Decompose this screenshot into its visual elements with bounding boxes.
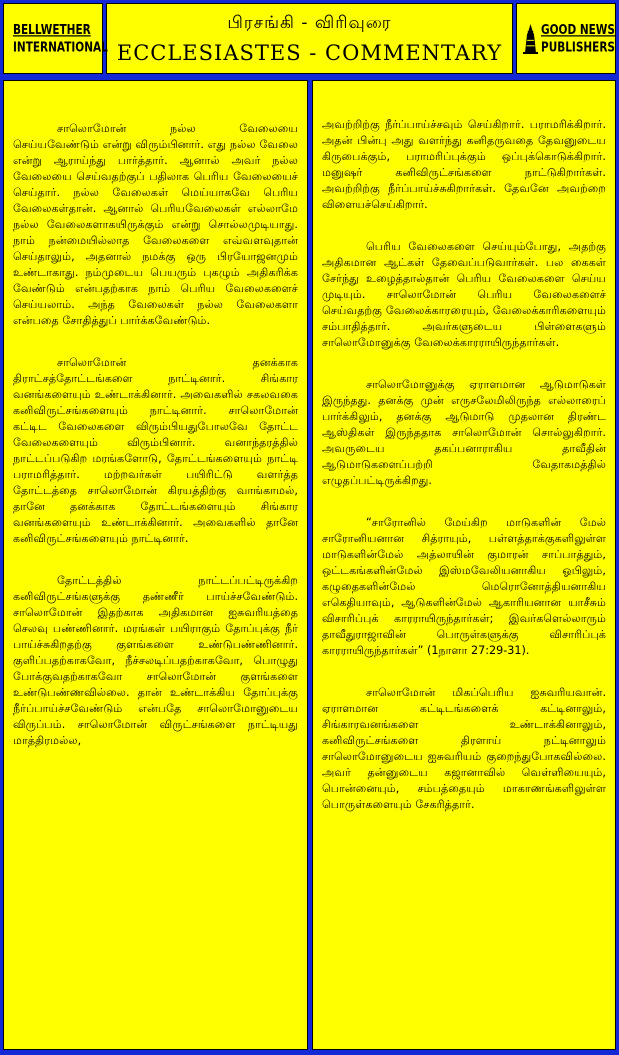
page-title-tamil: பிரசங்கி - விரிவுரை xyxy=(227,12,392,33)
left-column xyxy=(3,80,308,1050)
paragraph: தோட்டத்தில் நாட்டப்பட்டிருக்கிற கனிவிருட்சங்களுக்கு தண்ணீர் பாய்ச்சவேண்டும். சாலொமோன் இதற்காக அதிகமான ஐசுவரியத்தை செலவு பண்ணினார். மரங்கள் பயிராகும் தோப்புக்கு நீர் பாய்ச்சுகிறதற்கு குளங்களை உண்டுபண்ணினார். குளிப்பதற்காகவோ, நீச்சலடிப்பதற்காகவோ, பொழுது போக்குவதற்காகவோ சாலொமோன் குளங்களை உண்டுபண்ணவில்லை. தான் உண்டாக்கிய தோப்புக்கு நீர்ப்பாய்ச்சவேண்டும் என்பதே சாலொமோனுடைய விருப்பம். சாலொமோன் விருட்சங்களை நாட்டியது மாத்திரமல்ல, xyxy=(13,574,298,747)
title-box xyxy=(106,3,513,74)
paragraph: சாலொமோன் மிகப்பெரிய ஐசுவரியவான். ஏராளமான கட்டிடங்களைக் கட்டினாலும், சிங்காரவனங்களை உண்டாக்கினாலும், கனிவிருட்சங்களை திரளாய் நட்டினாலும் சாலொமோனுடைய ஐசுவரியம் குறைந்துபோகவில்லை. அவர் தன்னுடைய கஜானாவில் வெள்ளியையும், பொன்னையும், சம்பத்தையும் மாகாணங்களிலுள்ள பொருள்களையும் சேகரித்தார். xyxy=(322,686,606,811)
good-news-logo-line2: PUBLISHERS xyxy=(541,39,615,55)
bellwether-logo-line2: INTERNATIONAL xyxy=(13,39,108,55)
paragraph: “சாரோனில் மேய்கிற மாடுகளின் மேல் சாரோனியனான சித்ராயும், பள்ளத்தாக்குகளிலுள்ள மாடுகளின்மேல் அத்லாயின் குமாரன் சாப்பாத்தும், ஒட்டகங்களின்மேல் இஸ்மவேலியனாகிய ஓபிலும், கழுதைகளின்மேல் மெரொனோத்தியனாகிய எகெதியாவும், ஆடுகளின்மேல் ஆகாரியனான யாசீசும் விசாரிப்புக் காரராயிருந்தார்கள்; இவர்களெல்லாரும் தாவீதுராஜாவின் பொருள்களுக்கு விசாரிப்புக் காரராயிருந்தார்கள்” (1நாளா 27:29-31). xyxy=(322,516,606,657)
paragraph: சாலொமோனுக்கு ஏராளமான ஆடுமாடுகள் இருந்தது. தனக்கு முன் எருசலேமிலிருந்த எல்லாரைப் பார்க்கிலும், தனக்கு ஆடுமாடு முதலான திரண்ட ஆஸ்திகள் இருந்ததாக சாலொமோன் சொல்லுகிறார். அவருடைய தகப்பனாராகிய தாவீதின் ஆடுமாடுகளைப்பற்றி வேதாகமத்தில் எழுதப்பட்டிருக்கிறது. xyxy=(322,378,606,487)
page-title-english: ECCLESIASTES - COMMENTARY xyxy=(116,40,503,65)
bellwether-logo-line1: BELLWETHER xyxy=(13,22,91,38)
tower-icon xyxy=(523,17,538,61)
good-news-logo-line1: GOOD NEWS xyxy=(541,22,615,38)
right-column xyxy=(312,80,616,1050)
header-banner xyxy=(3,3,616,74)
paragraph: பெரிய வேலைகளை செய்யும்போது, அதற்கு அதிகமான ஆட்கள் தேவைப்படுவார்கள். பல கைகள் சேர்ந்து உழைத்தால்தான் பெரிய வேலைகளை செய்ய முடியும். சாலொமோன் பெரிய வேலைகளைச் செய்வதற்கு வேலைக்காரரையும், வேலைக்காரிகளையும் சம்பாதித்தார். அவர்களுடைய பிள்ளைகளும் சாலொமோனுக்கு வேலைக்காரராயிருந்தார்கள். xyxy=(322,240,606,349)
paragraph: அவற்றிற்கு நீர்ப்பாய்ச்சவும் செய்கிறார். பராமரிக்கிறார். அதன் பின்பு அது வளர்ந்து கனிதருவதை தேவனுடைய கிருபைக்கும், பராமரிப்புக்கும் ஒப்புக்கொடுக்கிறார். மனுஷர் கனிவிருட்சங்களை நாட்டுகிறார்கள். அவற்றிற்கு நீர்ப்பாய்ச்சுகிறார்கள். தேவனே அவற்றை விளையச்செய்கிறார். xyxy=(322,118,606,211)
paragraph: சாலொமோன் தனக்காக திராட்சத்தோட்டங்களை நாட்டினார். சிங்கார வனங்களையும் உண்டாக்கினார். அவைகளில் சகலவகை கனிவிருட்சங்களையும் நாட்டினார். சாலொமோன் கட்டிட வேலைகளை விரும்பியதுபோலவே தோட்ட வேலைகளையும் விரும்பினார். வனாந்தரத்தில் நாட்டப்படுகிற மரங்களோடு, தோட்டங்களையும் நாட்டி பராமரித்தார். மற்றவர்கள் பயிரிட்டு வளர்த்த தோட்டத்தை சாலொமோன் கிரயத்திற்கு வாங்காமல், தானே தனக்காக தோட்டங்களையும் சிங்கார வனங்களையும் உண்டாக்கினார். அவைகளில் தானே கனிவிருட்சங்களையும் நாட்டினார். xyxy=(13,356,298,545)
paragraph: சாலொமோன் நல்ல வேலையை செய்யவேண்டும் என்று விரும்பினார். எது நல்ல வேலை என்று ஆராய்ந்து பார்த்தார். ஆனால் அவர் நல்ல வேலையை செய்வதற்குப் பதிலாக பெரிய வேலையைச் செய்தார். நல்ல வேலைகள் மெய்யாகவே பெரிய வேலைகள்தான். ஆனால் பெரியவேலைகள் எல்லாமே நல்ல வேலைகளாகயிருக்கும் என்று சொல்லமுடியாது. நாம் நன்மையில்லாத வேலைகளை எவ்வளவுதான் செய்தாலும், அதனால் நமக்கு ஒரு பிரயோஜனமும் உண்டாகாது. நம்முடைய பெயரும் புகழும் அதிகரிக்க வேண்டும் என்பதற்காக நாம் பெரிய வேலைகளைச் செய்யலாம். அந்த வேலைகள் நல்ல வேலைகளா என்பதை சோதித்துப் பார்க்கவேண்டும். xyxy=(13,122,298,327)
bellwether-logo xyxy=(3,3,108,74)
good-news-logo xyxy=(516,3,616,74)
